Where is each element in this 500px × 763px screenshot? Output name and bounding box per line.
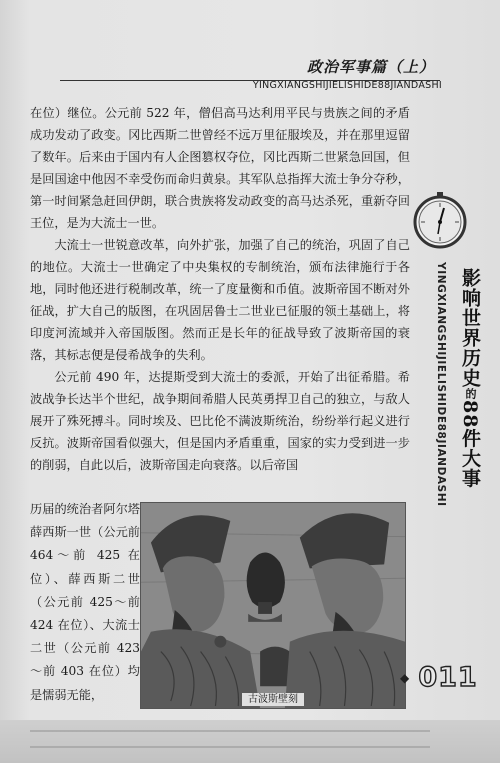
relief-illustration	[141, 503, 405, 708]
book-title-particle: 的	[464, 388, 477, 400]
bleed-through-area	[0, 720, 500, 763]
paragraph-1: 在位）继位。公元前 522 年，僧侣高马达利用平民与贵族之间的矛盾成功发动了政变。冈比西斯二世曾经不远万里征服埃及，并在那里逗留了数年。后来由于国内有人企图篡权夺位，冈比西斯二世紧急回国，但是回国途中他因不幸受伤而命归黄泉。其军队总指挥大流士争分夺秒，第一时间紧急赶回伊朗，联合贵族将发动政变的高马达杀死，重新夺回王位，是为大流士一世。	[30, 106, 410, 230]
paragraph-3: 公元前 490 年，达提斯受到大流士的委派，开始了出征希腊。希波战争长达半个世纪，战争期间希腊人民英勇捍卫自己的独立，与敌人展开了殊死搏斗。同时埃及、巴比伦不满波斯统治，纷纷举行起义进行反抗。波斯帝国看似强大，但是国内矛盾重重，国家的实力受到进一步的削弱，自此以后，波斯帝国走向衰落。以后帝国	[30, 370, 410, 472]
page-marker-icon: ◆	[400, 671, 410, 685]
book-title	[458, 268, 484, 648]
figure-caption-text: 古波斯壁刻	[242, 693, 304, 706]
book-title-part-2: 88件大事	[459, 400, 481, 489]
section-title: 政治军事篇（上）	[306, 58, 435, 76]
header-pinyin: YINGXIANGSHIJIELISHIDE88JIANDASHI	[252, 80, 442, 91]
body-text	[30, 102, 410, 476]
bleed-line	[30, 746, 430, 748]
paragraph-3-wrap: 历届的统治者阿尔塔薛西斯一世（公元前 464～前 425 在位）、薛西斯二世（公元前 425～前 424 在位）、大流士二世（公元前 423～前 403 在位）均是懦弱无能，	[30, 502, 140, 702]
paragraph-2: 大流士一世锐意改革，向外扩张，加强了自己的统治，巩固了自己的地位。大流士一世确定了中央集权的专制统治，颁布法律施行于各地，同时他还进行税制改革，统一了度量衡和币值。波斯帝国不断对外征战，扩大自己的版图，在巩固居鲁士二世业已征服的领土基础上，将印度河流域并入帝国版图。然而正是长年的征战导致了波斯帝国的衰落，其标志便是侵希战争的失利。	[30, 238, 410, 362]
persian-relief-image	[140, 502, 406, 709]
side-pinyin: YINGXIANGSHIJIELISHIDE88JIANDASHI	[435, 262, 447, 507]
pocket-watch-icon	[410, 190, 470, 250]
figure-caption	[140, 690, 406, 705]
page-number: 011	[418, 662, 478, 693]
bleed-line	[30, 730, 430, 732]
book-title-part-1: 影响世界历史	[459, 268, 481, 388]
